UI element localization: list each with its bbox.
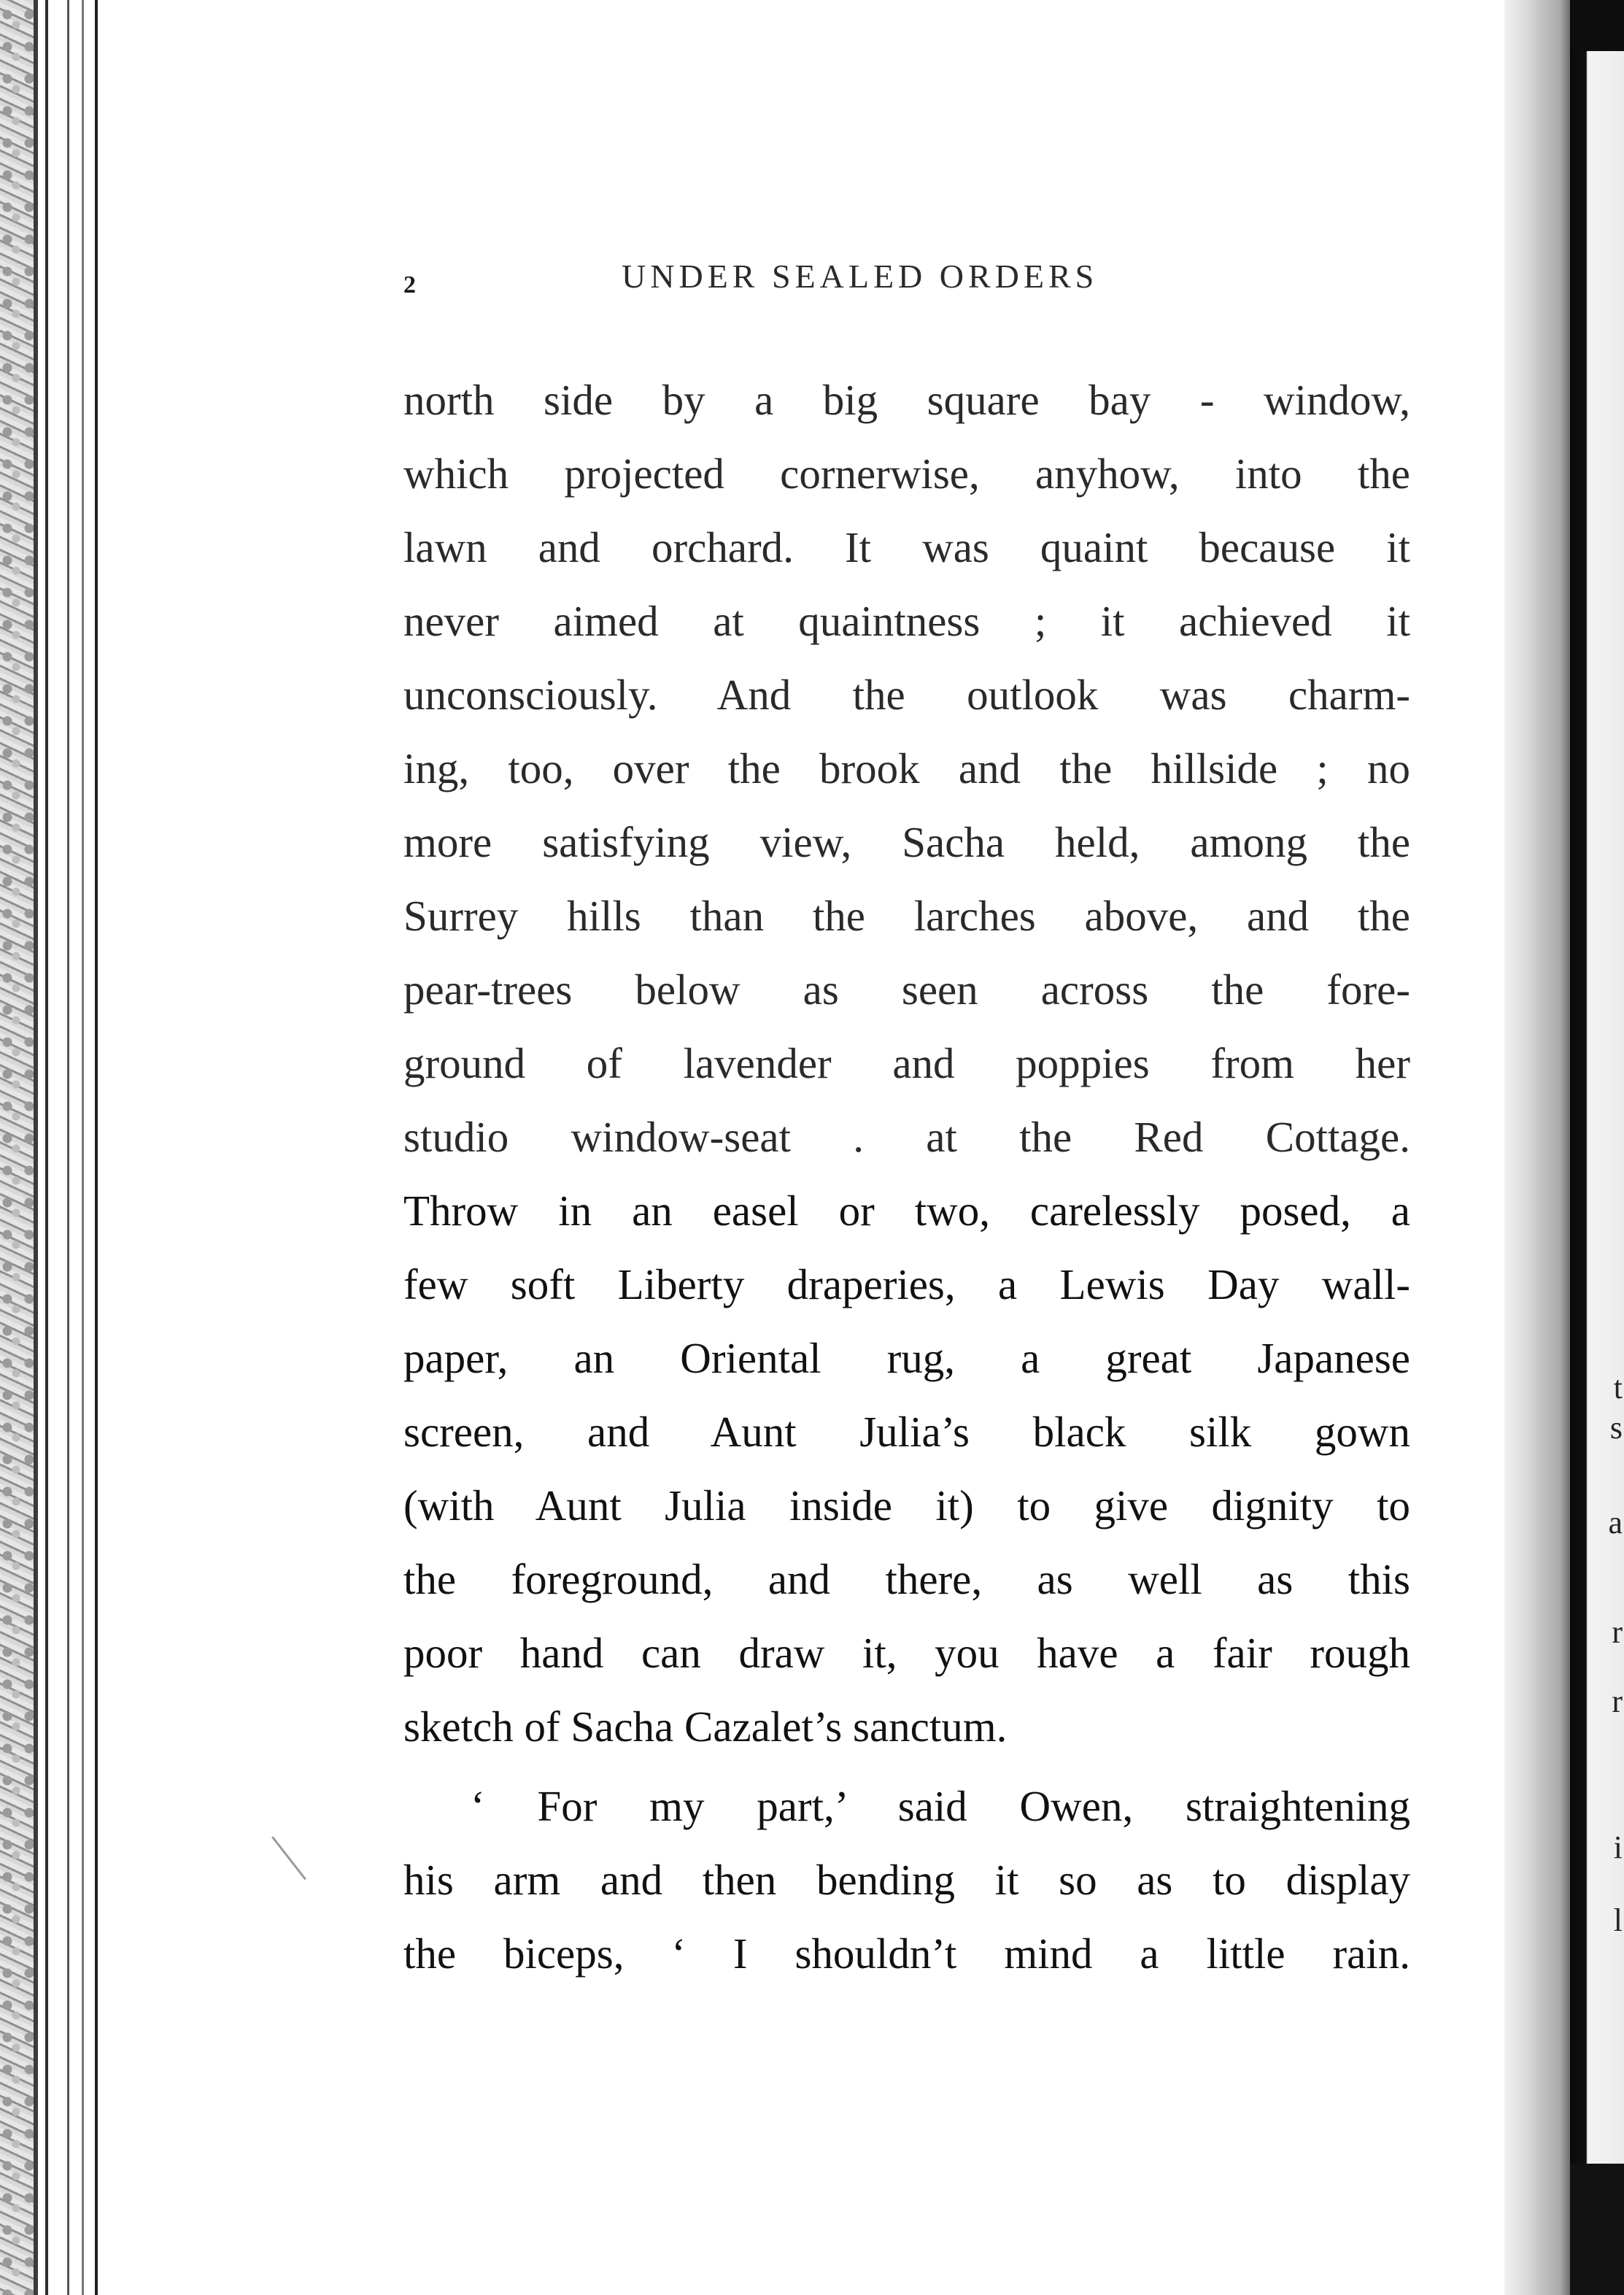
bleed-letter: t [1613,1370,1623,1405]
text-line: Surrey hills than the larches above, and the [403,892,1410,940]
bleed-letter: a [1608,1505,1623,1540]
bleed-letter: l [1613,1902,1623,1938]
page-edge-line [67,0,69,2295]
running-head-title: UNDER SEALED ORDERS [622,258,1099,295]
cover-corner-bottom [1570,2164,1624,2295]
text-line: (with Aunt Julia inside it) to give dignity to [403,1481,1410,1530]
bleed-letter: r [1612,1614,1623,1650]
facing-page-edge [1570,0,1624,2295]
marbled-endpaper [0,0,34,2295]
text-line: few soft Liberty draperies, a Lewis Day wall- [403,1260,1410,1308]
text-line: his arm and then bending it so as to display [403,1856,1410,1904]
page-edge-line [95,0,98,2295]
text-line: ground of lavender and poppies from her [403,1039,1410,1087]
text-line: unconsciously. And the outlook was charm- [403,671,1410,719]
endpaper-edge [34,0,38,2295]
book-gutter-shadow [1504,0,1570,2295]
text-line: Throw in an easel or two, carelessly posed, a [403,1187,1410,1235]
cover-corner-top [1570,0,1624,51]
text-line: the foreground, and there, as well as this [403,1555,1410,1603]
text-line: lawn and orchard. It was quaint because it [403,523,1410,571]
bleed-letter: s [1609,1410,1623,1446]
text-line: sketch of Sacha Cazalet’s sanctum. [403,1702,1008,1751]
page-number: 2 [403,271,416,298]
text-line: more satisfying view, Sacha held, among the [403,818,1410,866]
text-line: pear-trees below as seen across the fore- [403,965,1410,1014]
text-line: the biceps, ‘ I shouldn’t mind a little rain. [403,1929,1410,1978]
bleed-letter: i [1613,1829,1623,1865]
page-edge-line [82,0,84,2295]
paragraph-gap [403,1764,1410,1770]
text-line: never aimed at quaintness ; it achieved it [403,597,1410,645]
text-line: which projected cornerwise, anyhow, into the [403,450,1410,498]
text-line: screen, and Aunt Julia’s black silk gown [403,1408,1410,1456]
text-line: paper, an Oriental rug, a great Japanese [403,1334,1410,1382]
page-edge-line [45,0,48,2295]
bleed-letter: r [1612,1683,1623,1719]
text-line: ‘ For my part,’ said Owen, straightening [471,1782,1410,1830]
text-line: north side by a big square bay - window, [403,376,1410,424]
text-line: ing, too, over the brook and the hillside ; no [403,744,1410,792]
page-body-text [403,363,1410,1991]
text-line: poor hand can draw it, you have a fair rough [403,1629,1410,1677]
text-line: studio window-seat . at the Red Cottage. [403,1113,1410,1161]
stray-pencil-mark [271,1836,306,1880]
